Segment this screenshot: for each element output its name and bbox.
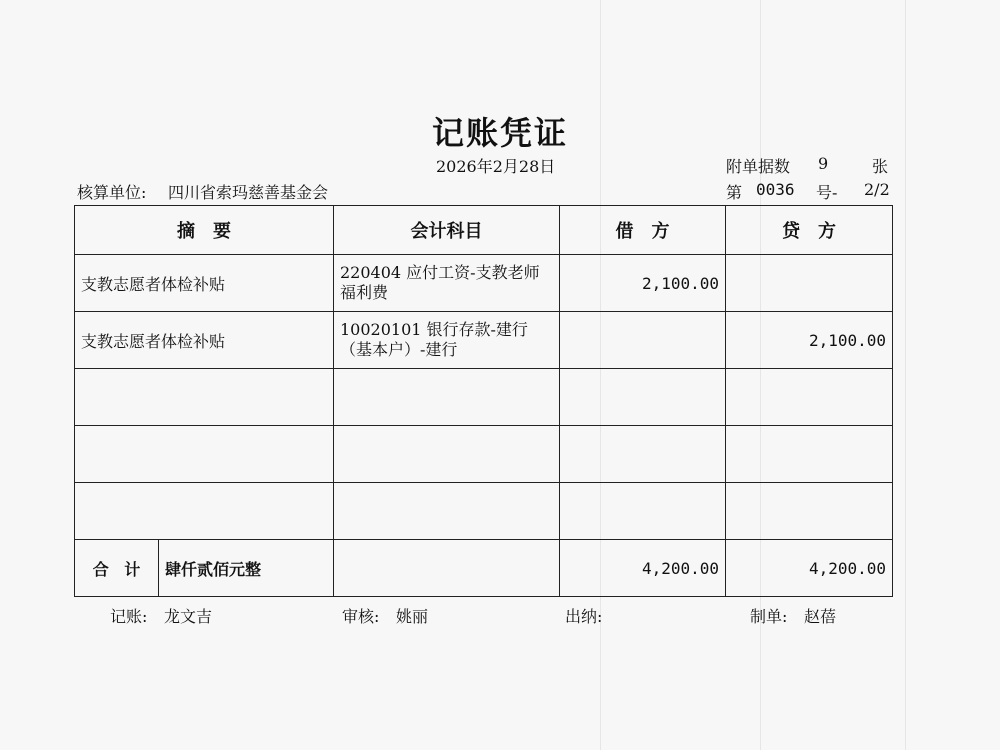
- account-cell: [334, 483, 560, 540]
- total-row: [75, 540, 893, 597]
- summary-cell: 支教志愿者体检补贴: [75, 312, 334, 369]
- reviewer-label: 审核:: [342, 607, 380, 626]
- credit-cell: [726, 483, 893, 540]
- credit-cell: 2,100.00: [726, 312, 893, 369]
- account-cell: [334, 426, 560, 483]
- summary-cell: [75, 483, 334, 540]
- credit-cell: [726, 426, 893, 483]
- account-cell: 10020101 银行存款-建行（基本户）-建行: [334, 312, 560, 369]
- credit-cell: [726, 369, 893, 426]
- voucher-number: 0036: [756, 180, 795, 199]
- table-row: [75, 426, 893, 483]
- summary-cell: [75, 426, 334, 483]
- voucher-number-suffix: 号-: [816, 183, 838, 202]
- table-row: [75, 483, 893, 540]
- total-label: [75, 540, 159, 596]
- total-credit: 4,200.00: [726, 540, 893, 597]
- table-header-row: [75, 206, 893, 255]
- total-amount-words: 肆仟贰佰元整: [165, 559, 262, 579]
- table-row: [75, 255, 893, 312]
- voucher-table: [74, 205, 893, 597]
- attachments-label: 附单据数: [726, 157, 791, 176]
- preparer-label: 制单:: [750, 607, 788, 626]
- attachments-unit: 张: [872, 157, 889, 176]
- total-label-1: 合: [92, 559, 109, 579]
- total-debit: 4,200.00: [560, 540, 726, 597]
- debit-cell: [560, 312, 726, 369]
- attachments-count: 9: [818, 154, 829, 173]
- account-header: 会计科目: [334, 206, 560, 255]
- org-label: 核算单位:: [77, 183, 147, 202]
- summary-cell: [75, 369, 334, 426]
- summary-header: 摘 要: [75, 206, 334, 255]
- voucher-page: 2/2: [864, 180, 890, 199]
- cashier-label: 出纳:: [565, 607, 603, 626]
- debit-header: 借 方: [560, 206, 726, 255]
- voucher-number-prefix: 第: [726, 183, 743, 202]
- bookkeeper-name: 龙文吉: [164, 607, 213, 626]
- debit-cell: 2,100.00: [560, 255, 726, 312]
- account-cell: 220404 应付工资-支教老师福利费: [334, 255, 560, 312]
- bookkeeper-label: 记账:: [110, 607, 148, 626]
- total-label-2: 计: [124, 559, 141, 579]
- total-account-cell: [334, 540, 560, 597]
- debit-cell: [560, 426, 726, 483]
- debit-cell: [560, 483, 726, 540]
- table-row: [75, 312, 893, 369]
- preparer-name: 赵蓓: [804, 607, 837, 626]
- org-name: 四川省索玛慈善基金会: [168, 183, 329, 202]
- debit-cell: [560, 369, 726, 426]
- voucher-date: 2026年2月28日: [436, 157, 556, 176]
- total-cell: [75, 540, 334, 597]
- reviewer-name: 姚丽: [396, 607, 429, 626]
- account-cell: [334, 369, 560, 426]
- summary-cell: 支教志愿者体检补贴: [75, 255, 334, 312]
- credit-header: 贷 方: [726, 206, 893, 255]
- credit-cell: [726, 255, 893, 312]
- voucher-title: 记账凭证: [431, 114, 568, 152]
- table-row: [75, 369, 893, 426]
